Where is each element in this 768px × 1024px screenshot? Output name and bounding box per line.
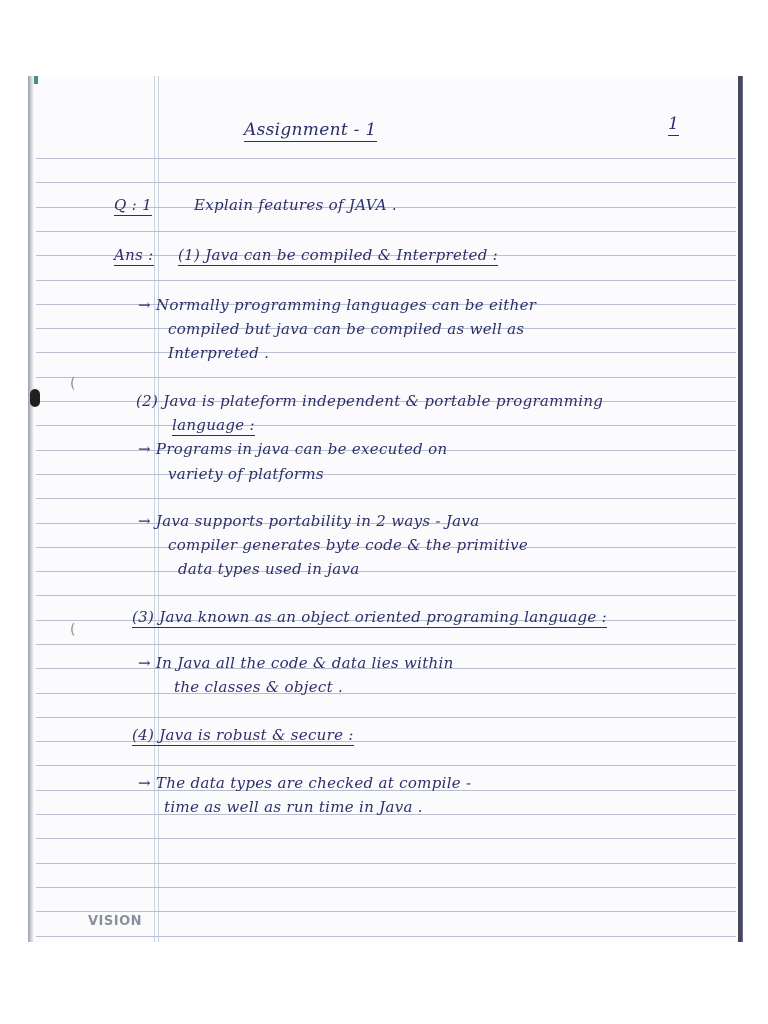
section-heading: (3) Java known as an object oriented programing language : xyxy=(132,608,608,626)
ruled-line xyxy=(36,425,736,426)
ruled-line xyxy=(36,863,736,864)
margin-line xyxy=(158,76,159,942)
page-mark: ( xyxy=(70,376,76,392)
ruled-line xyxy=(36,571,736,572)
ruled-line xyxy=(36,765,736,766)
page-left-edge xyxy=(28,76,34,942)
ruled-line xyxy=(36,595,736,596)
answer-line: compiled but java can be compiled as well as xyxy=(168,320,525,338)
section-heading-cont: language : xyxy=(172,416,255,434)
ruled-line xyxy=(36,693,736,694)
page-mark: ( xyxy=(70,622,76,638)
ruled-line xyxy=(36,280,736,281)
answer-line: time as well as run time in Java . xyxy=(164,798,423,816)
ruled-line xyxy=(36,936,736,937)
ruled-line xyxy=(36,644,736,645)
answer-line: → Normally programming languages can be either xyxy=(138,296,537,314)
question-text: Explain features of JAVA . xyxy=(194,196,397,214)
answer-line: variety of platforms xyxy=(168,465,324,483)
answer-line: → Programs in java can be executed on xyxy=(138,440,448,458)
page-number: 1 xyxy=(668,114,680,134)
answer-line: → In Java all the code & data lies within xyxy=(138,654,454,672)
notebook-page xyxy=(28,76,742,942)
punch-hole xyxy=(30,389,40,407)
ruled-line xyxy=(36,498,736,499)
answer-label: Ans : xyxy=(114,246,154,264)
ruled-line xyxy=(36,352,736,353)
margin-line xyxy=(154,76,155,942)
answer-line: Interpreted . xyxy=(168,344,270,362)
answer-line: → The data types are checked at compile - xyxy=(138,774,472,792)
ruled-line xyxy=(36,474,736,475)
ruled-line xyxy=(36,717,736,718)
notebook-brand: VISION xyxy=(88,914,143,929)
ruled-line xyxy=(36,231,736,232)
question-label: Q : 1 xyxy=(114,196,152,214)
ruled-line xyxy=(36,182,736,183)
answer-line: data types used in java xyxy=(178,560,360,578)
answer-line: → Java supports portability in 2 ways - Java xyxy=(138,512,480,530)
section-heading: (2) Java is plateform independent & portable programming xyxy=(136,392,604,410)
answer-line: the classes & object . xyxy=(174,678,344,696)
section-heading: (1) Java can be compiled & Interpreted : xyxy=(178,246,499,264)
ruled-line xyxy=(36,911,736,912)
ruled-line xyxy=(36,377,736,378)
ruled-line xyxy=(36,887,736,888)
ruled-line xyxy=(36,838,736,839)
assignment-title: Assignment - 1 xyxy=(244,120,377,140)
ruled-line xyxy=(36,158,736,159)
section-heading: (4) Java is robust & secure : xyxy=(132,726,354,744)
answer-line: compiler generates byte code & the primitive xyxy=(168,536,529,554)
page-right-edge xyxy=(738,76,742,942)
